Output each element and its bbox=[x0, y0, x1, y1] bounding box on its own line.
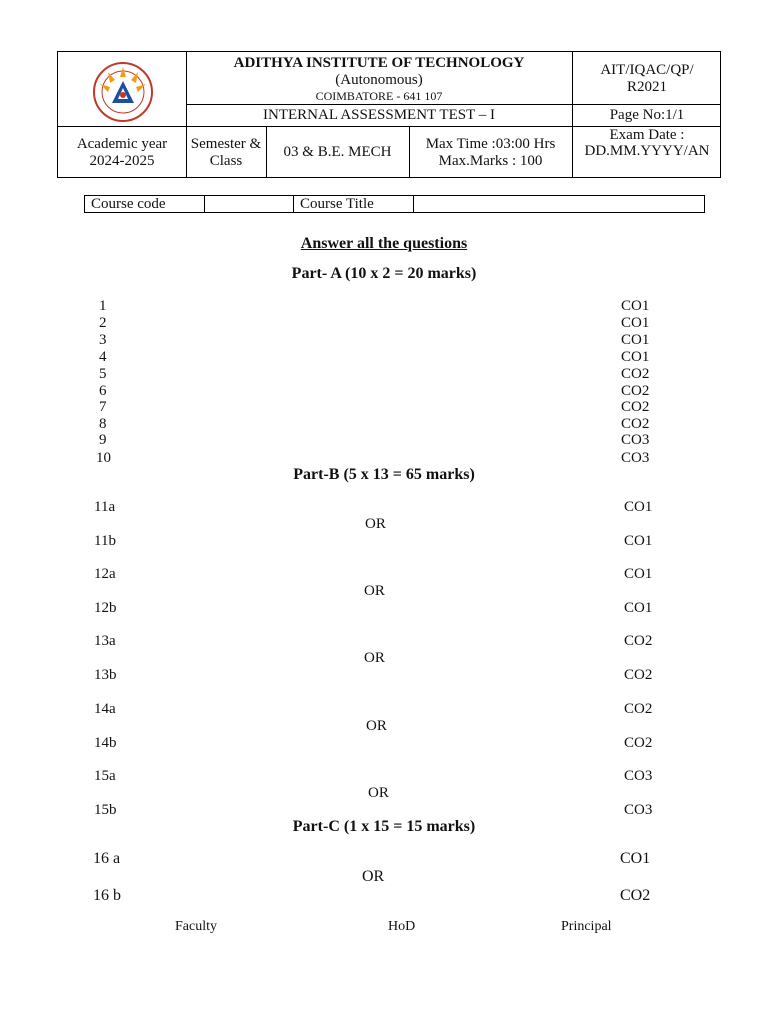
semester-class-value: 03 & B.E. MECH bbox=[283, 144, 392, 160]
course-code-label: Course code bbox=[91, 196, 166, 212]
course-outcome: CO3 bbox=[621, 432, 650, 448]
question-number: 16 a bbox=[93, 850, 121, 867]
course-outcome: CO1 bbox=[624, 566, 653, 582]
course-outcome: CO1 bbox=[624, 600, 653, 616]
hod-signature-label: HoD bbox=[388, 919, 416, 934]
course-outcome: CO3 bbox=[624, 768, 653, 784]
institute-address: COIMBATORE - 641 107 bbox=[315, 89, 443, 103]
course-outcome: CO1 bbox=[621, 349, 650, 365]
question-number: 15a bbox=[94, 768, 116, 784]
institute-logo bbox=[78, 57, 168, 123]
principal-signature-label: Principal bbox=[561, 919, 612, 934]
question-number: 6 bbox=[99, 383, 107, 399]
question-number: 16 b bbox=[93, 887, 121, 904]
or-separator: OR bbox=[365, 516, 386, 532]
course-outcome: CO1 bbox=[621, 332, 650, 348]
question-number: 9 bbox=[99, 432, 107, 448]
instruction-heading: Answer all the questions bbox=[300, 235, 468, 252]
part-b-title: Part-B (5 x 13 = 65 marks) bbox=[293, 466, 475, 483]
question-number: 10 bbox=[96, 450, 111, 466]
question-number: 13b bbox=[94, 667, 117, 683]
max-time: Max Time :03:00 Hrs bbox=[425, 136, 556, 152]
course-outcome: CO3 bbox=[621, 450, 650, 466]
course-title-label: Course Title bbox=[300, 196, 374, 212]
course-code-field[interactable] bbox=[205, 196, 293, 212]
course-outcome: CO2 bbox=[624, 701, 653, 717]
course-outcome: CO2 bbox=[624, 735, 653, 751]
course-outcome: CO3 bbox=[624, 802, 653, 818]
course-outcome: CO1 bbox=[624, 499, 653, 515]
or-separator: OR bbox=[366, 718, 387, 734]
semester-label: Semester & bbox=[190, 136, 262, 152]
course-info-row bbox=[84, 195, 705, 213]
question-number: 7 bbox=[99, 399, 107, 415]
or-separator: OR bbox=[364, 583, 385, 599]
or-separator: OR bbox=[362, 868, 385, 885]
course-outcome: CO1 bbox=[621, 315, 650, 331]
question-number: 1 bbox=[99, 298, 107, 314]
question-number: 14b bbox=[94, 735, 117, 751]
course-outcome: CO1 bbox=[624, 533, 653, 549]
test-title: INTERNAL ASSESSMENT TEST – I bbox=[263, 107, 495, 123]
course-outcome: CO2 bbox=[621, 399, 650, 415]
part-a-title: Part- A (10 x 2 = 20 marks) bbox=[291, 265, 477, 282]
header-table bbox=[57, 51, 721, 178]
question-number: 2 bbox=[99, 315, 107, 331]
institute-name: ADITHYA INSTITUTE OF TECHNOLOGY bbox=[233, 55, 525, 71]
course-outcome: CO2 bbox=[621, 416, 650, 432]
exam-date-value: DD.MM.YYYY/AN bbox=[584, 143, 710, 159]
question-number: 5 bbox=[99, 366, 107, 382]
or-separator: OR bbox=[368, 785, 389, 801]
course-outcome: CO2 bbox=[621, 383, 650, 399]
part-c-title: Part-C (1 x 15 = 15 marks) bbox=[292, 818, 476, 835]
or-separator: OR bbox=[364, 650, 385, 666]
question-number: 4 bbox=[99, 349, 107, 365]
question-number: 11b bbox=[94, 533, 116, 549]
question-number: 12a bbox=[94, 566, 116, 582]
question-number: 15b bbox=[94, 802, 117, 818]
course-outcome: CO1 bbox=[620, 850, 651, 867]
course-outcome: CO1 bbox=[621, 298, 650, 314]
course-outcome: CO2 bbox=[620, 887, 651, 904]
class-label: Class bbox=[209, 153, 243, 169]
academic-year-value: 2024-2025 bbox=[89, 153, 155, 169]
faculty-signature-label: Faculty bbox=[175, 919, 217, 934]
academic-year-label: Academic year bbox=[76, 136, 168, 152]
exam-date-label: Exam Date : bbox=[609, 127, 685, 143]
course-outcome: CO2 bbox=[624, 633, 653, 649]
question-number: 13a bbox=[94, 633, 116, 649]
course-title-field[interactable] bbox=[414, 196, 704, 212]
course-divider bbox=[293, 196, 294, 212]
document-code-line1: AIT/IQAC/QP/ bbox=[600, 62, 694, 78]
question-number: 8 bbox=[99, 416, 107, 432]
question-number: 3 bbox=[99, 332, 107, 348]
max-marks: Max.Marks : 100 bbox=[438, 153, 543, 169]
question-number: 11a bbox=[94, 499, 116, 515]
question-number: 14a bbox=[94, 701, 116, 717]
page-number: Page No:1/1 bbox=[609, 107, 685, 123]
course-outcome: CO2 bbox=[624, 667, 653, 683]
question-number: 12b bbox=[94, 600, 117, 616]
document-code-line2: R2021 bbox=[626, 79, 667, 95]
autonomous-label: (Autonomous) bbox=[335, 72, 423, 88]
course-outcome: CO2 bbox=[621, 366, 650, 382]
